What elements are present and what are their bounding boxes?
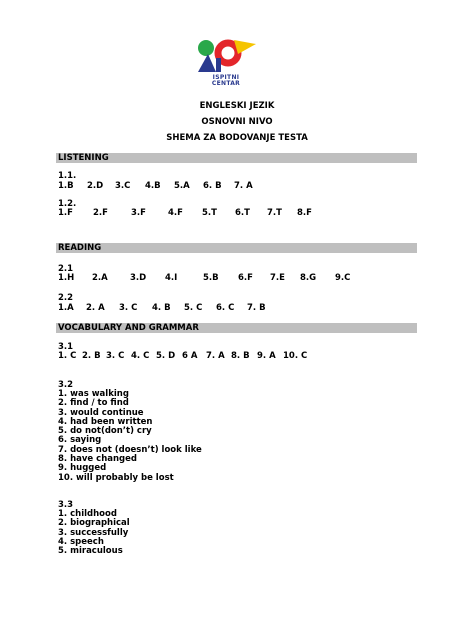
document-title: SHEMA ZA BODOVANJE TESTA xyxy=(166,133,308,143)
answer-item: 4. B xyxy=(152,303,171,313)
list-item: 5. do not(don’t) cry xyxy=(58,426,152,437)
answer-item: 8.G xyxy=(300,273,317,283)
list-item: 5. miraculous xyxy=(58,546,123,557)
answer-item: 2. A xyxy=(86,303,105,313)
logo-text-line2: CENTAR xyxy=(211,80,241,87)
list-item: 7. does not (doesn’t) look like xyxy=(58,444,202,455)
question-label-3-3: 3.3 xyxy=(58,500,74,510)
answer-item: 1. C xyxy=(58,351,77,361)
list-item: 2. biographical xyxy=(58,518,130,529)
subject-title: ENGLESKI JEZIK xyxy=(199,101,275,111)
answer-item: 4.F xyxy=(168,208,183,218)
answer-item: 9. A xyxy=(257,351,276,361)
list-item: 1. childhood xyxy=(58,509,117,519)
list-item: 3. successfully xyxy=(58,527,129,538)
question-label-3-1: 3.1 xyxy=(58,342,74,352)
list-item: 4. had been written xyxy=(58,416,153,427)
answer-item: 4.B xyxy=(145,181,161,191)
answer-item: 1.H xyxy=(58,273,75,283)
answer-item: 4.I xyxy=(165,273,178,283)
answer-item: 6. B xyxy=(203,181,222,191)
list-item: 8. have changed xyxy=(58,454,137,465)
answer-item: 5. D xyxy=(156,351,176,361)
list-item: 6. saying xyxy=(58,435,102,446)
answer-item: 3.D xyxy=(130,273,147,283)
question-label-2-1: 2.1 xyxy=(58,264,74,274)
ispitni-centar-logo xyxy=(192,38,260,88)
list-item: 2. find / to find xyxy=(58,398,129,409)
answer-item: 5.A xyxy=(174,181,190,191)
answer-list-3-3 xyxy=(58,510,130,556)
answer-item: 2.A xyxy=(92,273,108,283)
section-heading-listening: LISTENING xyxy=(56,153,417,163)
section-heading-reading: READING xyxy=(56,243,417,253)
answer-item: 8. B xyxy=(231,351,250,361)
answer-item: 10. C xyxy=(283,351,308,361)
answer-item: 3. C xyxy=(106,351,125,361)
list-item: 10. will probably be lost xyxy=(58,472,174,483)
answer-item: 6.F xyxy=(238,273,253,283)
section-heading-vocabulary-grammar: VOCABULARY AND GRAMMAR xyxy=(56,323,417,333)
answer-item: 8.F xyxy=(297,208,312,218)
answer-item: 9.C xyxy=(335,273,351,283)
question-label-1-1: 1.1. xyxy=(58,171,77,181)
list-item: 3. would continue xyxy=(58,407,144,418)
answer-item: 3. C xyxy=(119,303,138,313)
logo-text-line1: ISPITNI xyxy=(212,74,240,81)
answer-item: 5. C xyxy=(184,303,203,313)
answer-item: 7. A xyxy=(234,181,253,191)
answer-item: 1.A xyxy=(58,303,74,313)
answer-item: 7.T xyxy=(267,208,282,218)
answer-item: 4. C xyxy=(131,351,150,361)
list-item: 9. hugged xyxy=(58,463,107,474)
list-item: 1. was walking xyxy=(58,389,129,399)
answer-item: 6 A xyxy=(182,351,198,361)
list-item: 4. speech xyxy=(58,536,104,547)
answer-item: 2. B xyxy=(82,351,101,361)
answer-item: 5.B xyxy=(203,273,219,283)
answer-item: 7.E xyxy=(270,273,285,283)
answer-item: 3.C xyxy=(115,181,131,191)
answer-list-3-2 xyxy=(58,390,202,483)
answer-item: 1.F xyxy=(58,208,73,218)
answer-item: 7. A xyxy=(206,351,225,361)
answer-item: 6.T xyxy=(235,208,250,218)
level-title: OSNOVNI NIVO xyxy=(201,117,273,127)
question-label-2-2: 2.2 xyxy=(58,293,74,303)
answer-item: 2.D xyxy=(87,181,104,191)
answer-item: 5.T xyxy=(202,208,217,218)
answer-item: 3.F xyxy=(131,208,146,218)
answer-item: 2.F xyxy=(93,208,108,218)
logo-shapes-icon xyxy=(192,38,260,74)
answer-item: 7. B xyxy=(247,303,266,313)
answer-item: 1.B xyxy=(58,181,74,191)
question-label-3-2: 3.2 xyxy=(58,380,74,390)
question-label-1-2: 1.2. xyxy=(58,199,77,209)
answer-item: 6. C xyxy=(216,303,235,313)
